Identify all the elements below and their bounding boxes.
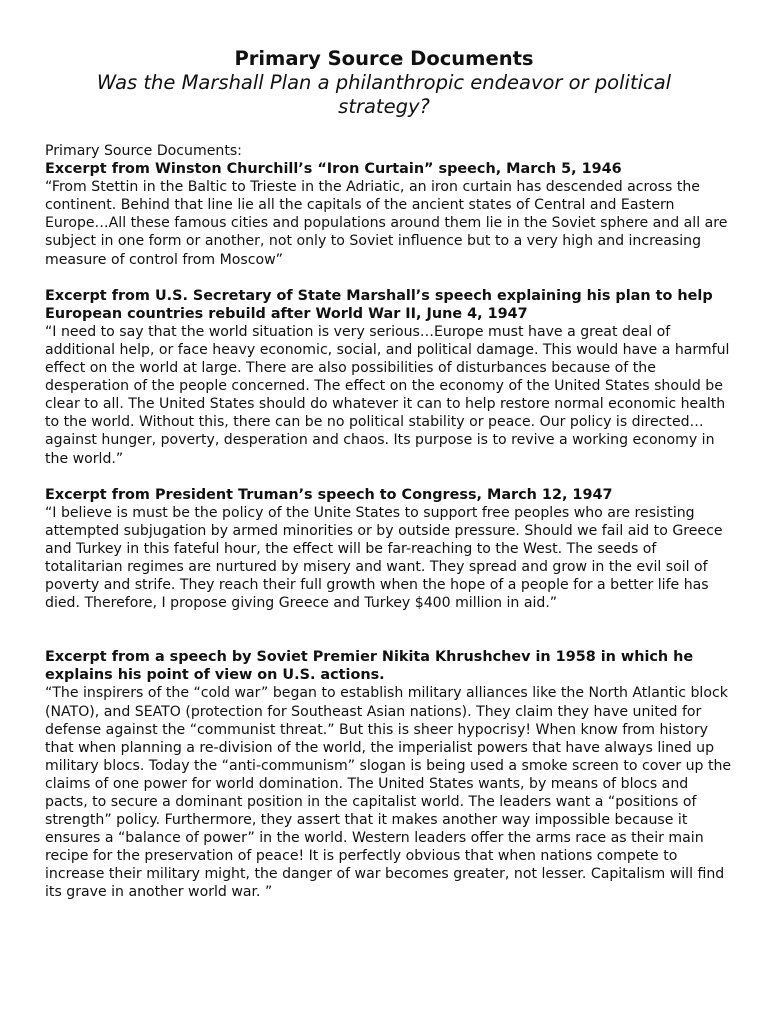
section-spacer	[45, 468, 735, 486]
document-body	[45, 142, 735, 902]
section-heading-marshall: Excerpt from U.S. Secretary of State Marshall’s speech explaining his plan to help European countries rebuild after World War II, June 4, 1947	[45, 287, 713, 322]
section-quote-churchill: “From Stettin in the Baltic to Trieste in the Adriatic, an iron curtain has descended across the continent. Behind that line lie all the capitals of the ancient states of Central and Eastern Europe…All these famous cities and populations around them lie in the Soviet sphere and all are subject in one form or another, not only to Soviet influence but to a very high and increasing measure of control from Moscow”	[45, 179, 728, 268]
section-heading-truman: Excerpt from President Truman’s speech to Congress, March 12, 1947	[45, 486, 613, 503]
section-heading-khrushchev: Excerpt from a speech by Soviet Premier Nikita Khrushchev in 1958 in which he explains his point of view on U.S. actions.	[45, 649, 694, 684]
section-spacer	[45, 269, 735, 287]
section-quote-khrushchev: “The inspirers of the “cold war” began to establish military alliances like the North Atlantic block (NATO), and SEATO (protection for Southeast Asian nations). They claim they have united for defense against the “communist threat.” But this is sheer hypocrisy! When know from history that when planning a re-division of the world, the imperialist powers that have always lined up military blocs. Today the “anti-communism” slogan is being used a smoke screen to cover up the claims of one power for world domination. The United States wants, by means of blocs and pacts, to secure a dominant position in the capitalist world. The leaders want a “positions of strength” policy. Furthermore, they assert that it makes another way impossible because it ensures a “balance of power” in the world. Western leaders offer the arms race as their main recipe for the preservation of peace! It is perfectly obvious that when nations compete to increase their military might, the danger of war becomes greater, not lesser. Capitalism will find its grave in another world war. ”	[45, 685, 732, 901]
page-subtitle: Was the Marshall Plan a philanthropic endeavor or political strategy?	[96, 71, 672, 118]
section-heading-churchill: Excerpt from Winston Churchill’s “Iron Curtain” speech, March 5, 1946	[45, 161, 622, 178]
section-spacer	[45, 612, 735, 648]
section-quote-truman: “I believe is must be the policy of the Unite States to support free peoples who are resisting attempted subjugation by armed minorities or by outside pressure. Should we fail aid to Greece and Turkey in this fateful hour, the effect will be far-reaching to the West. The seeds of totalitarian regimes are nurtured by misery and want. They spread and grow in the evil soil of poverty and strife. They reach their full growth when the hope of a people for a better life has died. Therefore, I propose giving Greece and Turkey $400 million in aid.”	[45, 504, 723, 612]
page-title: Primary Source Documents	[234, 47, 534, 70]
intro-label: Primary Source Documents:	[45, 143, 242, 159]
section-quote-marshall: “I need to say that the world situation is very serious…Europe must have a great deal of additional help, or face heavy economic, social, and political damage. This would have a harmful effect on the world at large. There are also possibilities of disturbances because of the desperation of the people concerned. The effect on the economy of the United States should be clear to all. The United States should do whatever it can to help restore normal economic health to the world. Without this, there can be no political stability or peace. Our policy is directed…against hunger, poverty, desperation and chaos. Its purpose is to revive a working economy in the world.”	[45, 323, 730, 467]
